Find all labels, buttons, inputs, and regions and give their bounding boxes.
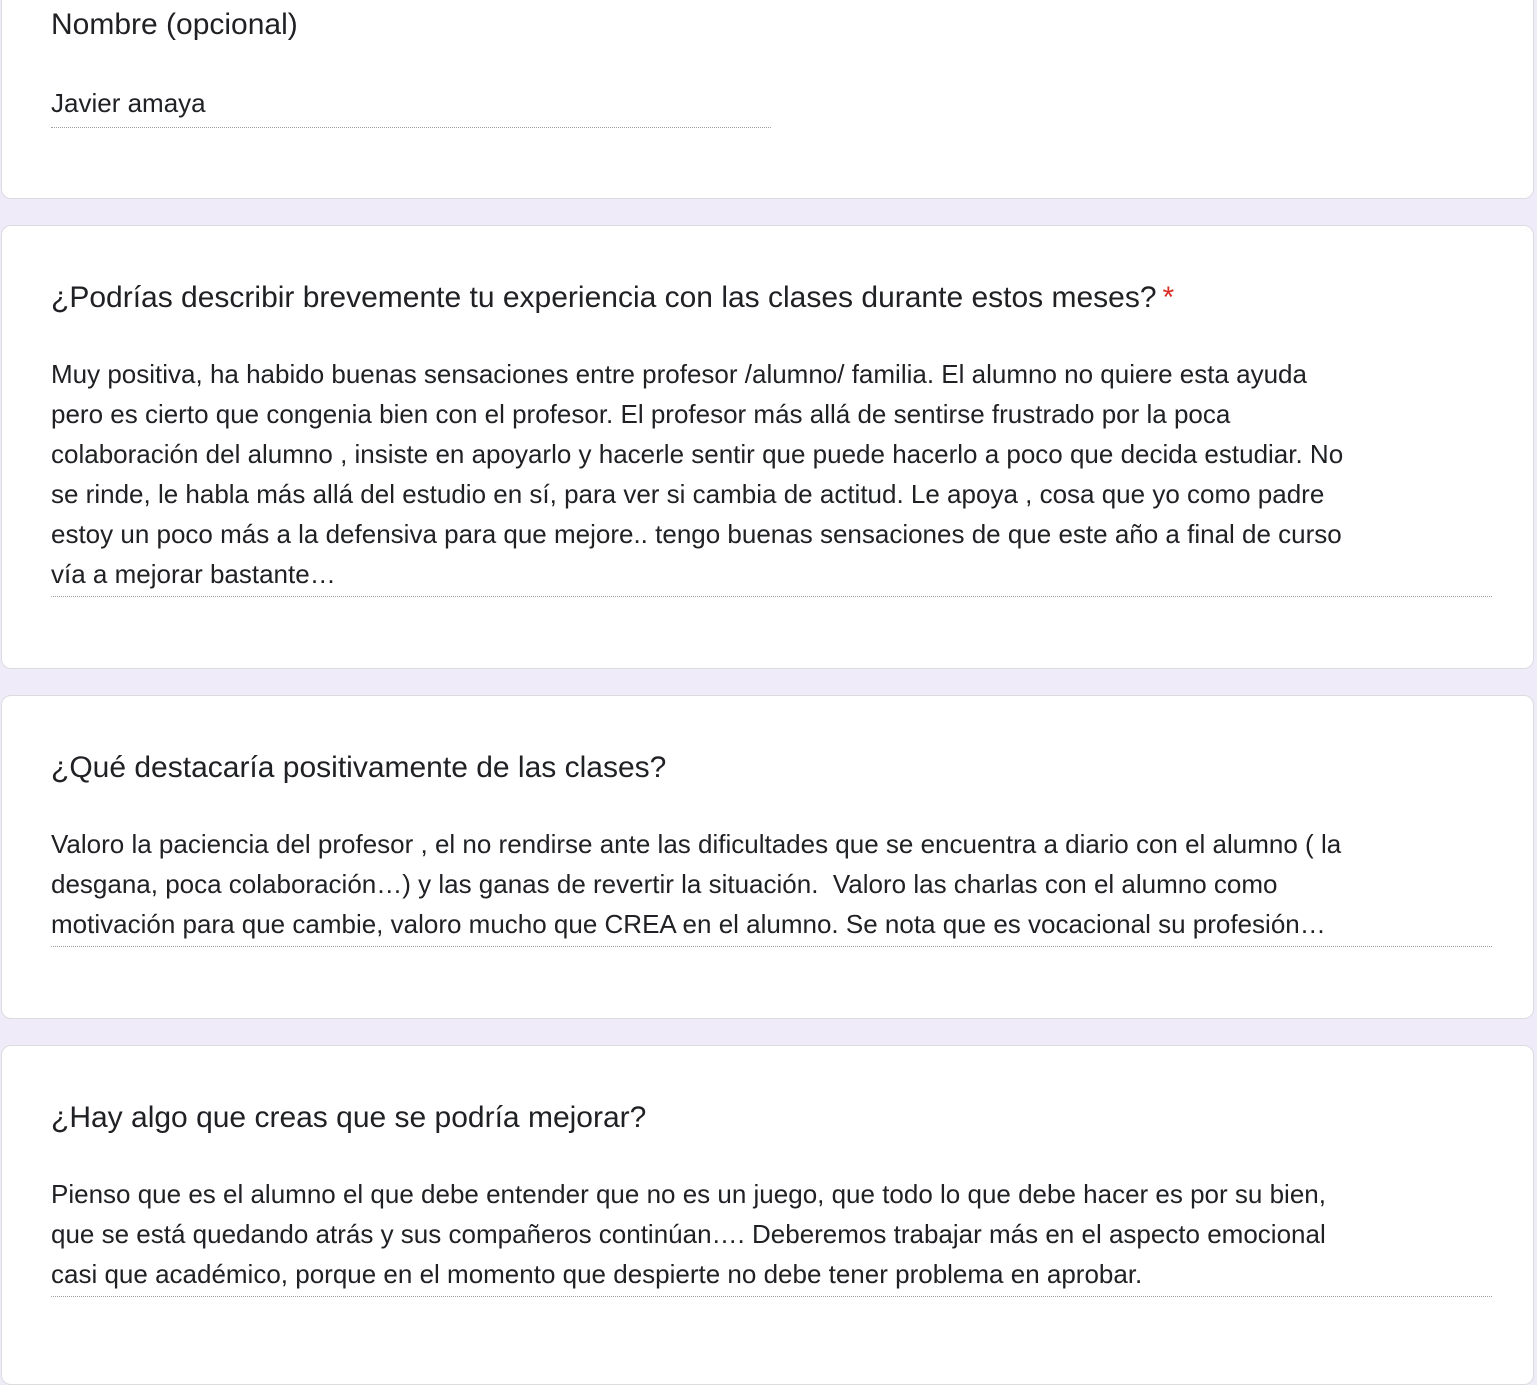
answer-field-name[interactable]: Javier amaya bbox=[51, 83, 771, 128]
question-title-text: Nombre (opcional) bbox=[51, 8, 298, 41]
answer-field-highlights[interactable]: Valoro la paciencia del profesor , el no rendirse ante las dificultades que se encuentra a diario con el alumno ( la desgana, poca colaboración…) y las ganas de revertir la situación. Valoro las charlas con el alumno como motivación para que cambie, valoro mucho que CREA en el alumno. Se nota que es vocacional su profesión… bbox=[51, 824, 1492, 947]
answer-field-improvements[interactable]: Pienso que es el alumno el que debe entender que no es un juego, que todo lo que debe hacer es por su bien, que se está quedando atrás y sus compañeros continúan…. Deberemos trabajar más en el aspecto emocional casi que académico, porque en el momento que despierte no debe tener problema en aprobar. bbox=[51, 1174, 1492, 1297]
question-card-improvements bbox=[1, 1045, 1534, 1385]
question-title-experience bbox=[51, 280, 1174, 316]
question-title-improvements bbox=[51, 1100, 646, 1136]
answer-field-experience[interactable]: Muy positiva, ha habido buenas sensaciones entre profesor /alumno/ familia. El alumno no quiere esta ayuda pero es cierto que congenia bien con el profesor. El profesor más allá de sentirse frustrado por la poca colaboración del alumno , insiste en apoyarlo y hacerle sentir que puede hacerlo a poco que decida estudiar. No se rinde, le habla más allá del estudio en sí, para ver si cambia de actitud. Le apoya , cosa que yo como padre estoy un poco más a la defensiva para que mejore.. tengo buenas sensaciones de que este año a final de curso vía a mejorar bastante… bbox=[51, 354, 1492, 597]
question-title-text: ¿Qué destacaría positivamente de las clases? bbox=[51, 751, 667, 784]
question-title-text: ¿Hay algo que creas que se podría mejorar? bbox=[51, 1101, 647, 1134]
question-card-highlights bbox=[1, 695, 1534, 1019]
required-asterisk: * bbox=[1162, 281, 1175, 314]
question-card-experience bbox=[1, 225, 1534, 669]
question-title-text: ¿Podrías describir brevemente tu experiencia con las clases durante estos meses? bbox=[51, 281, 1157, 314]
question-card-name bbox=[1, 0, 1534, 199]
question-title-highlights bbox=[51, 750, 666, 786]
question-title-name bbox=[51, 7, 298, 43]
